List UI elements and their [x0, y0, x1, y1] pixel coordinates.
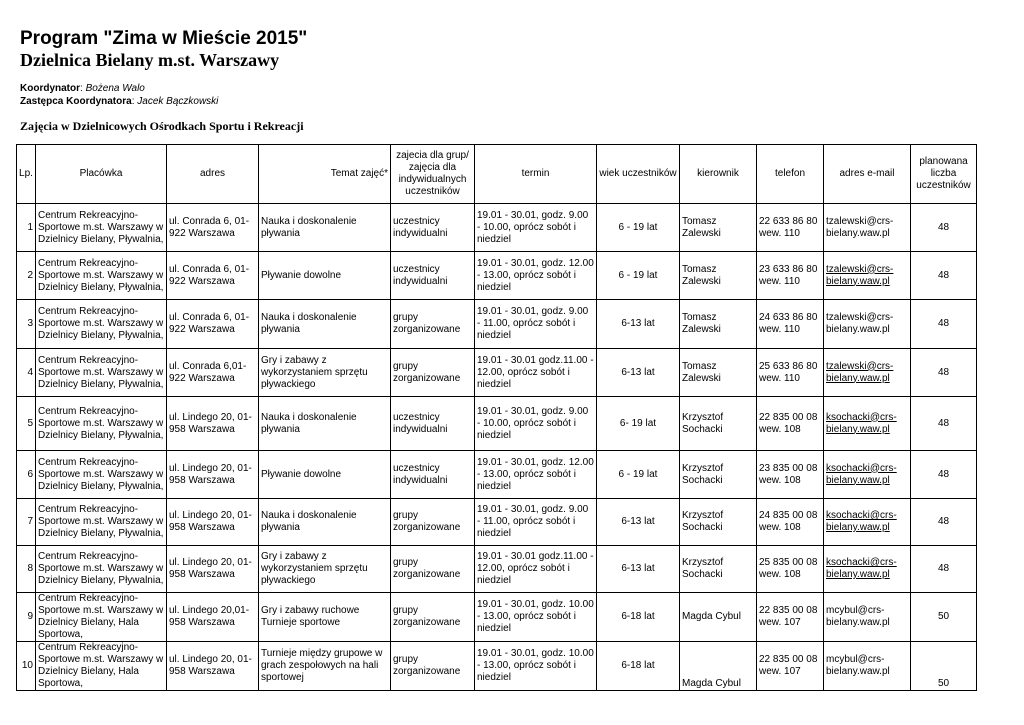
cell-age-range: 6-13 lat: [597, 499, 680, 546]
cell-row-number: 6: [17, 451, 36, 499]
cell-schedule: 19.01 - 30.01, godz. 9.00 - 11.00, oprócz sobót i niedziel: [475, 499, 597, 546]
cell-topic: Nauka i doskonalenie pływania: [259, 499, 391, 546]
cell-planned-count: 48: [911, 252, 977, 300]
cell-planned-count: 50: [911, 593, 977, 642]
cell-planned-count: 48: [911, 349, 977, 397]
cell-address: ul. Lindego 20, 01-958 Warszawa: [167, 546, 259, 593]
deputy-label: Zastępca Koordynatora: [20, 96, 132, 107]
cell-facility: Centrum Rekreacyjno-Sportowe m.st. Warszawy w Dzielnicy Bielany, Hala Sportowa,: [36, 593, 167, 642]
deputy-name: Jacek Bączkowski: [137, 96, 219, 107]
header-liczba: planowana liczba uczestników: [911, 145, 977, 204]
cell-age-range: 6 - 19 lat: [597, 451, 680, 499]
cell-schedule: 19.01 - 30.01, godz. 9.00 - 10.00, oprócz sobót i niedziel: [475, 397, 597, 451]
cell-planned-count: 48: [911, 397, 977, 451]
cell-facility: Centrum Rekreacyjno-Sportowe m.st. Warszawy w Dzielnicy Bielany, Hala Sportowa,: [36, 642, 167, 691]
cell-row-number: 10: [17, 642, 36, 691]
cell-planned-count: 48: [911, 451, 977, 499]
cell-address: ul. Lindego 20,01-958 Warszawa: [167, 593, 259, 642]
cell-topic: Nauka i doskonalenie pływania: [259, 204, 391, 252]
cell-participant-type: uczestnicy indywidualni: [391, 397, 475, 451]
cell-manager: Krzysztof Sochacki: [680, 546, 757, 593]
cell-topic: Nauka i doskonalenie pływania: [259, 300, 391, 349]
header-temat: Temat zajęć*: [259, 145, 391, 204]
cell-schedule: 19.01 - 30.01, godz. 12.00 - 13.00, oprócz sobót i niedziel: [475, 451, 597, 499]
cell-email: tzalewski@crs-bielany.waw.pl: [824, 349, 911, 397]
cell-facility: Centrum Rekreacyjno-Sportowe m.st. Warszawy w Dzielnicy Bielany, Pływalnia,: [36, 252, 167, 300]
cell-address: ul. Lindego 20, 01-958 Warszawa: [167, 451, 259, 499]
cell-planned-count: 48: [911, 300, 977, 349]
cell-planned-count: 48: [911, 204, 977, 252]
table-row: [17, 593, 977, 642]
cell-topic: Nauka i doskonalenie pływania: [259, 397, 391, 451]
header-adres: adres: [167, 145, 259, 204]
cell-schedule: 19.01 - 30.01, godz. 12.00 - 13.00, oprócz sobót i niedziel: [475, 252, 597, 300]
cell-phone: 22 835 00 08 wew. 108: [757, 397, 824, 451]
header-wiek: wiek uczestników: [597, 145, 680, 204]
cell-planned-count: 48: [911, 546, 977, 593]
cell-topic: Gry i zabawy z wykorzystaniem sprzętu pływackiego: [259, 546, 391, 593]
cell-age-range: 6-13 lat: [597, 349, 680, 397]
cell-schedule: 19.01 - 30.01 godz.11.00 - 12.00, oprócz sobót i niedziel: [475, 546, 597, 593]
table-row: [17, 451, 977, 499]
table-row: [17, 642, 977, 691]
cell-address: ul. Conrada 6, 01-922 Warszawa: [167, 204, 259, 252]
cell-manager: Tomasz Zalewski: [680, 204, 757, 252]
cell-address: ul. Lindego 20, 01-958 Warszawa: [167, 642, 259, 691]
cell-schedule: 19.01 - 30.01, godz. 9.00 - 10.00, oprócz sobót i niedziel: [475, 204, 597, 252]
cell-email: ksochacki@crs-bielany.waw.pl: [824, 499, 911, 546]
cell-manager: Magda Cybul: [680, 642, 757, 691]
cell-topic: Gry i zabawy z wykorzystaniem sprzętu pływackiego: [259, 349, 391, 397]
cell-facility: Centrum Rekreacyjno-Sportowe m.st. Warszawy w Dzielnicy Bielany, Pływalnia,: [36, 349, 167, 397]
cell-topic: Gry i zabawy ruchowe Turnieje sportowe: [259, 593, 391, 642]
cell-phone: 24 835 00 08 wew. 108: [757, 499, 824, 546]
cell-planned-count: 48: [911, 499, 977, 546]
cell-address: ul. Conrada 6, 01-922 Warszawa: [167, 252, 259, 300]
table-row: [17, 252, 977, 300]
cell-phone: 25 633 86 80 wew. 110: [757, 349, 824, 397]
table-row: [17, 204, 977, 252]
cell-participant-type: uczestnicy indywidualni: [391, 252, 475, 300]
cell-row-number: 8: [17, 546, 36, 593]
cell-row-number: 1: [17, 204, 36, 252]
cell-email: mcybul@crs-bielany.waw.pl: [824, 642, 911, 691]
cell-manager: Krzysztof Sochacki: [680, 499, 757, 546]
cell-row-number: 2: [17, 252, 36, 300]
cell-phone: 22 835 00 08 wew. 107: [757, 642, 824, 691]
deputy-line: Zastępca Koordynatora: Jacek Bączkowski: [20, 96, 219, 107]
cell-manager: Magda Cybul: [680, 593, 757, 642]
header-typ: zajecia dla grup/ zajęcia dla indywidualnych uczestników: [391, 145, 475, 204]
cell-row-number: 7: [17, 499, 36, 546]
cell-row-number: 9: [17, 593, 36, 642]
cell-schedule: 19.01 - 30.01, godz. 9.00 - 11.00, oprócz sobót i niedziel: [475, 300, 597, 349]
coordinator-line: Koordynator: Bożena Walo: [20, 83, 145, 94]
coordinator-label: Koordynator: [20, 83, 80, 94]
table-row: [17, 499, 977, 546]
header-kierownik: kierownik: [680, 145, 757, 204]
cell-manager: Tomasz Zalewski: [680, 349, 757, 397]
cell-phone: 24 633 86 80 wew. 110: [757, 300, 824, 349]
cell-row-number: 3: [17, 300, 36, 349]
cell-manager: Krzysztof Sochacki: [680, 451, 757, 499]
cell-manager: Tomasz Zalewski: [680, 252, 757, 300]
cell-facility: Centrum Rekreacyjno-Sportowe m.st. Warszawy w Dzielnicy Bielany, Pływalnia,: [36, 499, 167, 546]
page-subtitle: Dzielnica Bielany m.st. Warszawy: [20, 50, 280, 70]
cell-participant-type: grupy zorganizowane: [391, 546, 475, 593]
cell-participant-type: uczestnicy indywidualni: [391, 451, 475, 499]
cell-planned-count: 50: [911, 642, 977, 691]
header-termin: termin: [475, 145, 597, 204]
table-row: [17, 397, 977, 451]
cell-facility: Centrum Rekreacyjno-Sportowe m.st. Warszawy w Dzielnicy Bielany, Pływalnia,: [36, 397, 167, 451]
cell-row-number: 5: [17, 397, 36, 451]
cell-email: mcybul@crs-bielany.waw.pl: [824, 593, 911, 642]
cell-phone: 23 633 86 80 wew. 110: [757, 252, 824, 300]
table-row: [17, 300, 977, 349]
cell-age-range: 6-13 lat: [597, 300, 680, 349]
cell-schedule: 19.01 - 30.01, godz. 10.00 - 13.00, oprócz sobót i niedziel: [475, 593, 597, 642]
cell-participant-type: grupy zorganizowane: [391, 593, 475, 642]
cell-age-range: 6-13 lat: [597, 546, 680, 593]
coordinator-name: Bożena Walo: [85, 83, 145, 94]
cell-email: tzalewski@crs-bielany.waw.pl: [824, 252, 911, 300]
cell-email: ksochacki@crs-bielany.waw.pl: [824, 546, 911, 593]
cell-participant-type: uczestnicy indywidualni: [391, 204, 475, 252]
cell-topic: Turnieje między grupowe w grach zespołowych na hali sportowej: [259, 642, 391, 691]
cell-phone: 23 835 00 08 wew. 108: [757, 451, 824, 499]
cell-topic: Pływanie dowolne: [259, 451, 391, 499]
table-row: [17, 349, 977, 397]
cell-address: ul. Lindego 20, 01-958 Warszawa: [167, 397, 259, 451]
cell-age-range: 6-18 lat: [597, 642, 680, 691]
cell-participant-type: grupy zorganizowane: [391, 499, 475, 546]
schedule-table: [16, 144, 977, 691]
cell-phone: 25 835 00 08 wew. 108: [757, 546, 824, 593]
cell-facility: Centrum Rekreacyjno-Sportowe m.st. Warszawy w Dzielnicy Bielany, Pływalnia,: [36, 451, 167, 499]
cell-address: ul. Conrada 6,01-922 Warszawa: [167, 349, 259, 397]
cell-address: ul. Lindego 20, 01-958 Warszawa: [167, 499, 259, 546]
header-telefon: telefon: [757, 145, 824, 204]
page-title: Program "Zima w Mieście 2015": [20, 28, 308, 49]
cell-participant-type: grupy zorganizowane: [391, 300, 475, 349]
cell-email: ksochacki@crs-bielany.waw.pl: [824, 451, 911, 499]
table-row: [17, 546, 977, 593]
cell-facility: Centrum Rekreacyjno-Sportowe m.st. Warszawy w Dzielnicy Bielany, Pływalnia,: [36, 300, 167, 349]
table-header-row: [17, 145, 977, 204]
cell-participant-type: grupy zorganizowane: [391, 642, 475, 691]
cell-participant-type: grupy zorganizowane: [391, 349, 475, 397]
cell-email: tzalewski@crs-bielany.waw.pl: [824, 300, 911, 349]
cell-age-range: 6 - 19 lat: [597, 204, 680, 252]
section-heading: Zajęcia w Dzielnicowych Ośrodkach Sportu i Rekreacji: [20, 119, 304, 133]
cell-facility: Centrum Rekreacyjno-Sportowe m.st. Warszawy w Dzielnicy Bielany, Pływalnia,: [36, 546, 167, 593]
cell-email: ksochacki@crs-bielany.waw.pl: [824, 397, 911, 451]
header-email: adres e-mail: [824, 145, 911, 204]
cell-phone: 22 633 86 80 wew. 110: [757, 204, 824, 252]
header-placowka: Placówka: [36, 145, 167, 204]
cell-row-number: 4: [17, 349, 36, 397]
cell-email: tzalewski@crs-bielany.waw.pl: [824, 204, 911, 252]
cell-facility: Centrum Rekreacyjno-Sportowe m.st. Warszawy w Dzielnicy Bielany, Pływalnia,: [36, 204, 167, 252]
cell-manager: Tomasz Zalewski: [680, 300, 757, 349]
cell-age-range: 6 - 19 lat: [597, 252, 680, 300]
cell-address: ul. Conrada 6, 01-922 Warszawa: [167, 300, 259, 349]
cell-schedule: 19.01 - 30.01 godz.11.00 - 12.00, oprócz sobót i niedziel: [475, 349, 597, 397]
cell-age-range: 6- 19 lat: [597, 397, 680, 451]
cell-topic: Pływanie dowolne: [259, 252, 391, 300]
header-lp: Lp.: [17, 145, 36, 204]
cell-schedule: 19.01 - 30.01, godz. 10.00 - 13.00, oprócz sobót i niedziel: [475, 642, 597, 691]
cell-age-range: 6-18 lat: [597, 593, 680, 642]
cell-phone: 22 835 00 08 wew. 107: [757, 593, 824, 642]
cell-manager: Krzysztof Sochacki: [680, 397, 757, 451]
